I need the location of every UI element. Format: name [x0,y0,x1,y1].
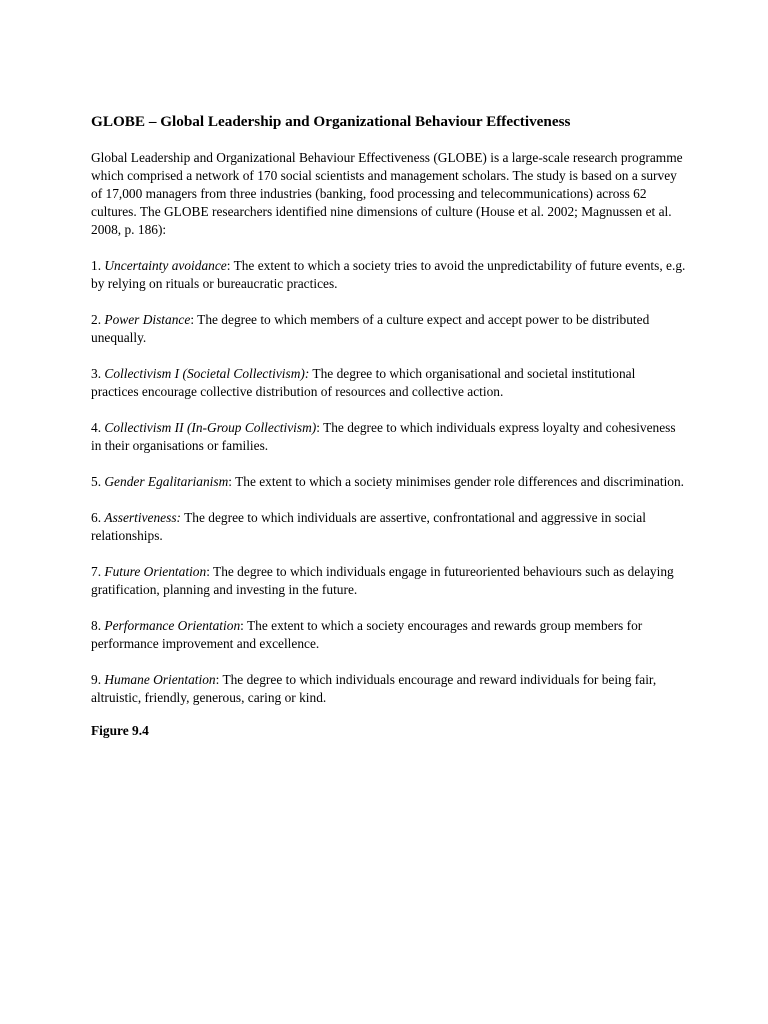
item-term: Power Distance [104,312,191,327]
list-item-humane-orientation [91,671,686,707]
item-term: Gender Egalitarianism [104,474,229,489]
list-item-performance-orientation [91,617,686,653]
item-separator: : [316,420,324,435]
item-number: 2. [91,312,105,327]
item-definition: The degree to which individuals encourage and reward individuals for being fair, altruistic, friendly, generous, caring or kind. [91,672,657,705]
figure-label: Figure 9.4 [91,723,149,738]
list-item-assertiveness [91,509,686,545]
document-content [91,112,686,740]
item-separator: : [240,618,247,633]
item-definition: The degree to which individuals are assertive, confrontational and aggressive in social relationships. [91,510,646,543]
item-definition: The degree to which individuals express loyalty and cohesiveness in their organisations or families. [91,420,676,453]
list-item-collectivism-1 [91,365,686,401]
item-term: Collectivism I (Societal Collectivism): [104,366,310,381]
list-item-power-distance [91,311,686,347]
intro-paragraph: Global Leadership and Organizational Behaviour Effectiveness (GLOBE) is a large-scale research programme which comprised a network of 170 social scientists and management scholars. The study is based on a survey of 17,000 managers from three industries (banking, food processing and telecommunications) across 62 cultures. The GLOBE researchers identified nine dimensions of culture (House et al. 2002; Magnussen et al. 2008, p. 186): [91,150,683,237]
item-separator: : [190,312,198,327]
item-definition: The extent to which a society minimises gender role differences and discrimination. [235,474,685,489]
item-number: 9. [91,672,105,687]
item-number: 7. [91,564,105,579]
item-definition: The extent to which a society tries to avoid the unpredictability of future events, e.g. by relying on rituals or bureaucratic practices. [91,258,686,291]
item-number: 1. [91,258,105,273]
item-number: 4. [91,420,105,435]
item-term: Uncertainty avoidance [104,258,227,273]
item-number: 3. [91,366,105,381]
item-separator: : [206,564,214,579]
item-term: Performance Orientation [104,618,241,633]
item-number: 8. [91,618,105,633]
item-definition: The degree to which individuals engage in futureoriented behaviours such as delaying gratification, planning and investing in the future. [91,564,674,597]
document-title: GLOBE – Global Leadership and Organizational Behaviour Effectiveness [91,113,571,130]
list-item-gender-egalitarianism [91,473,686,491]
item-number: 6. [91,510,105,525]
item-number: 5. [91,474,105,489]
list-item-uncertainty-avoidance [91,257,686,293]
item-separator: : [228,474,236,489]
item-term: Collectivism II (In-Group Collectivism) [104,420,317,435]
item-term: Assertiveness: [104,510,181,525]
item-separator: : [226,258,234,273]
item-definition: The degree to which members of a culture expect and accept power to be distributed unequally. [91,312,650,345]
list-item-future-orientation [91,563,686,599]
list-item-collectivism-2 [91,419,686,455]
item-term: Humane Orientation [104,672,216,687]
item-definition: The extent to which a society encourages and rewards group members for performance improvement and excellence. [91,618,643,651]
item-term: Future Orientation [104,564,207,579]
item-definition: The degree to which organisational and societal institutional practices encourage collective distribution of resources and collective action. [91,366,636,399]
item-separator: : [215,672,223,687]
